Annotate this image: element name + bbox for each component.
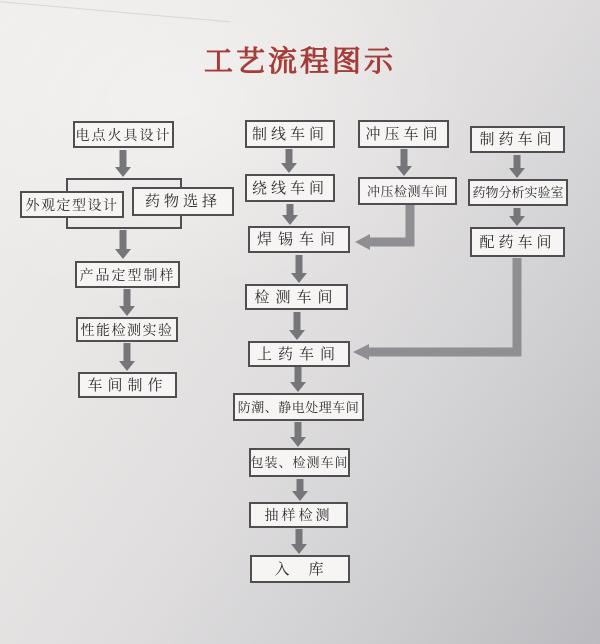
node-drug-compounding: 配药车间 (470, 227, 565, 257)
node-appearance-design: 外观定型设计 (20, 191, 124, 218)
node-stamping-test: 冲压检测车间 (358, 177, 457, 205)
arrow-design-group-to-product-sampling (115, 230, 131, 259)
connector-drug-compounding-to-drug-loading (353, 258, 517, 360)
arrow-packaging-to-sampling-test (292, 479, 308, 501)
arrow-soldering-to-testing (291, 255, 307, 283)
node-antistatic-treatment: 防潮、静电处理车间 (233, 393, 364, 421)
arrow-drug-loading-to-antistatic (290, 367, 306, 392)
page-title: 工艺流程图示 (203, 46, 396, 78)
node-pharma: 制药车间 (470, 126, 565, 153)
node-soldering: 焊锡车间 (248, 226, 350, 253)
node-packaging-testing: 包装、检测车间 (249, 448, 350, 477)
arrow-wire-making-to-wire-winding (281, 149, 297, 173)
node-drug-analysis-lab: 药物分析实验室 (468, 179, 568, 206)
node-drug-selection: 药物选择 (132, 187, 234, 216)
node-warehousing: 入 库 (250, 555, 350, 583)
node-testing: 检测车间 (245, 284, 348, 310)
arrow-product-sampling-to-performance-test (119, 289, 135, 316)
arrow-stamping-to-stamping-test (396, 149, 412, 176)
connector-stamping-test-to-soldering (355, 205, 410, 250)
arrow-antistatic-to-packaging (290, 422, 306, 447)
arrow-pharma-to-drug-analysis (509, 155, 525, 178)
node-stamping: 冲压车间 (358, 120, 449, 148)
arrow-wire-winding-to-soldering (282, 204, 298, 225)
arrow-testing-to-drug-loading (289, 312, 305, 340)
arrow-performance-test-to-workshop-production (119, 343, 135, 371)
node-wire-winding: 绕线车间 (245, 174, 335, 202)
arrow-ignition-to-design-group (115, 150, 131, 177)
node-drug-loading: 上药车间 (248, 341, 350, 367)
node-product-sampling: 产品定型制样 (75, 261, 180, 288)
node-ignition-design: 电点火具设计 (73, 121, 174, 148)
node-wire-making: 制线车间 (245, 120, 335, 148)
arrow-sampling-test-to-warehousing (291, 529, 307, 554)
arrow-drug-analysis-to-drug-compounding (509, 208, 525, 226)
node-workshop-production: 车间制作 (78, 372, 177, 398)
node-sampling-test: 抽样检测 (249, 502, 348, 528)
node-performance-test: 性能检测实验 (76, 317, 178, 342)
